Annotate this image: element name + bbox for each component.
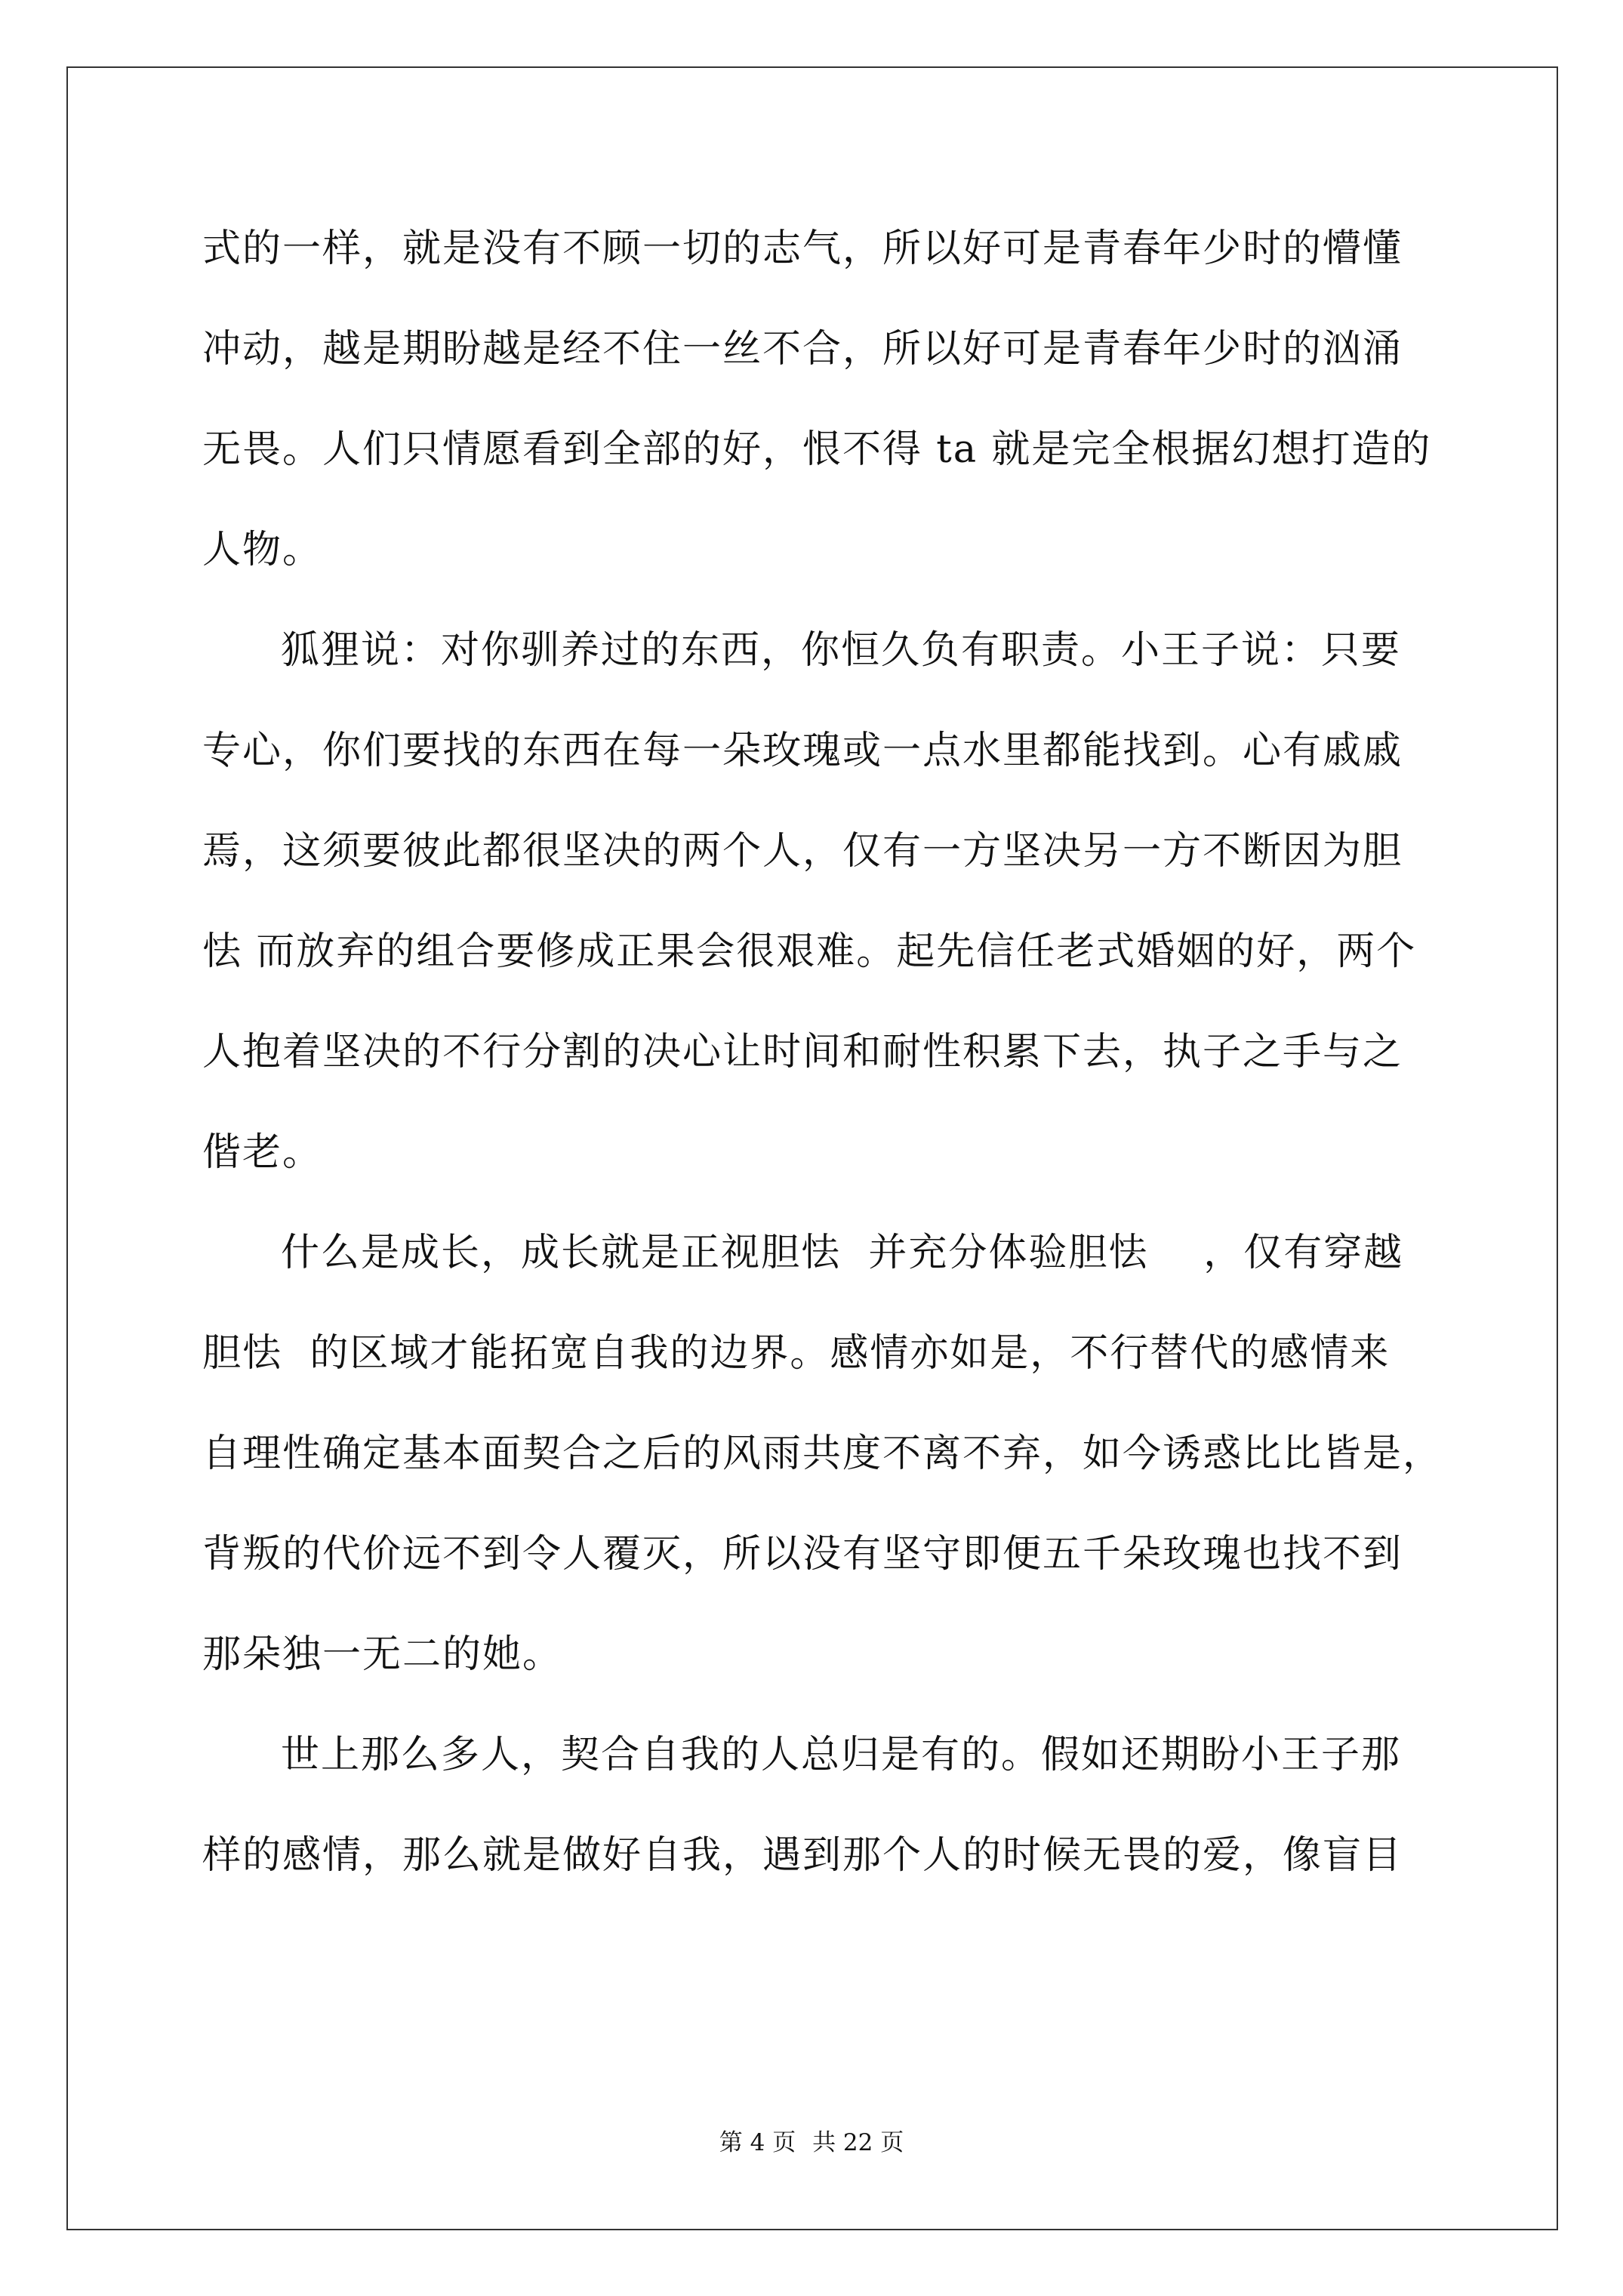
paragraph-start-line: 狐狸说：对你驯养过的东西，你恒久负有职责。小王子说：只要 (281, 628, 1402, 673)
text-line: 焉，这须要彼此都很坚决的两个人，仅有一方坚决另一方不断因为胆 (202, 829, 1403, 874)
text-line: 式的一样，就是没有不顾一切的志气，所以好可是青春年少时的懵懂 (202, 227, 1403, 271)
page-total: 共 22 页 (812, 2129, 904, 2156)
text-line: 自理性确定基本面契合之后的风雨共度不离不弃，如今诱惑比比皆是， (202, 1432, 1443, 1476)
page-number: 第 4 页 (719, 2129, 796, 2156)
text-line: 人物。 (202, 528, 323, 572)
page-footer (0, 2128, 1623, 2158)
paragraph-start-line: 什么是成长，成长就是正视胆怯 并充分体验胆怯 ，仅有穿越 (281, 1231, 1404, 1275)
text-line: 胆怯 的区域才能拓宽自我的边界。感情亦如是，不行替代的感情来 (202, 1331, 1390, 1376)
text-line: 偕老。 (202, 1130, 323, 1175)
text-line: 怯 而放弃的组合要修成正果会很艰难。起先信任老式婚姻的好，两个 (202, 929, 1417, 974)
text-line: 样的感情，那么就是做好自我，遇到那个人的时候无畏的爱，像盲目 (202, 1833, 1403, 1878)
text-line: 无畏。人们只情愿看到全部的好，恨不得 ta 就是完全根据幻想打造的 (202, 427, 1432, 472)
document-body (202, 219, 1443, 1926)
text-line: 专心，你们要找的东西在每一朵玫瑰或一点水里都能找到。心有戚戚 (202, 729, 1403, 773)
paragraph-start-line: 世上那么多人，契合自我的人总归是有的。假如还期盼小王子那 (281, 1733, 1402, 1777)
text-line: 人抱着坚决的不行分割的决心让时间和耐性积累下去，执子之手与之 (202, 1030, 1403, 1074)
text-line: 冲动，越是期盼越是经不住一丝不合，所以好可是青春年少时的汹涌 (202, 327, 1403, 371)
text-line: 背叛的代价远不到令人覆灭，所以没有坚守即便五千朵玫瑰也找不到 (202, 1532, 1403, 1576)
text-line: 那朵独一无二的她。 (202, 1632, 563, 1677)
